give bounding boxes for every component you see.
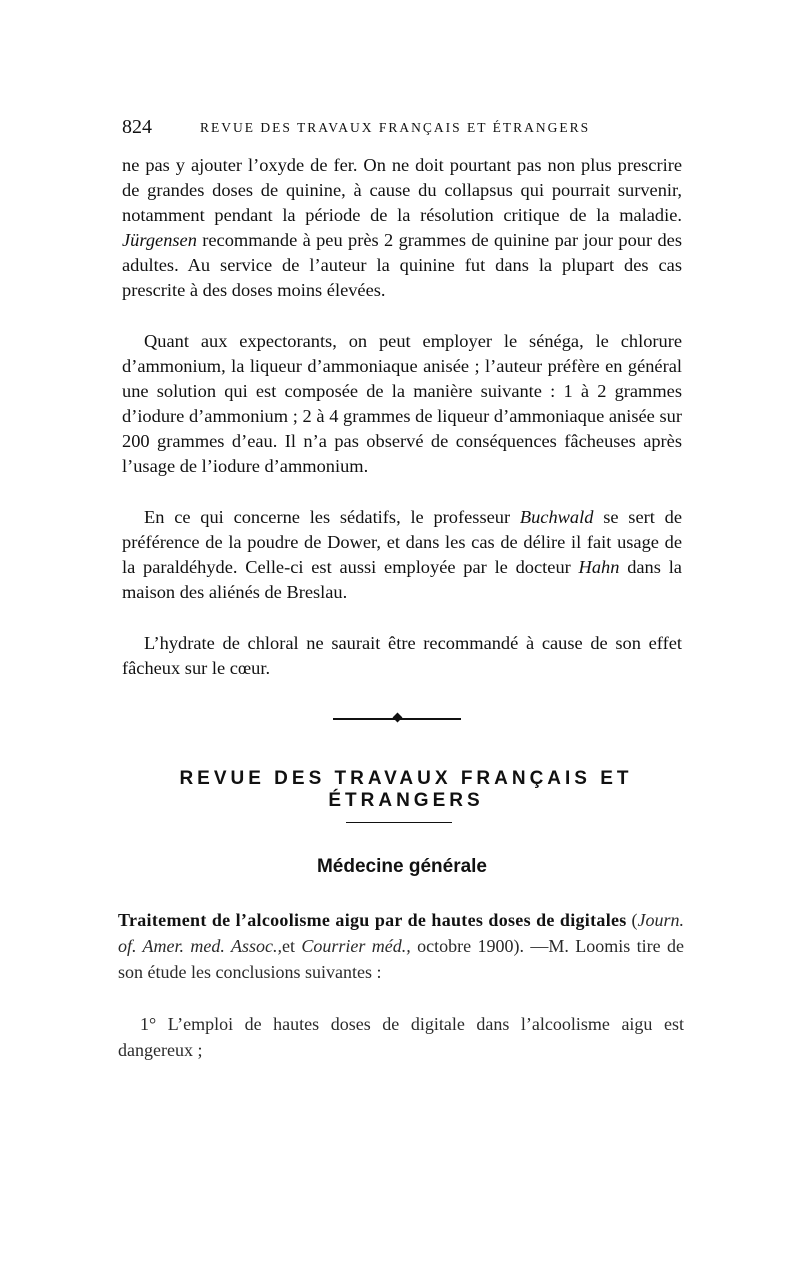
ref-separator: et bbox=[281, 936, 295, 956]
paragraph-text: ne pas y ajouter l’oxyde de fer. On ne doit pourtant pas non plus prescrire de grandes doses de quinine, à cause du collapsus qui pourrait survenir, notamment pendant la période de la résolution critique de la maladie. bbox=[122, 155, 682, 226]
section-title: REVUE DES TRAVAUX FRANÇAIS ET ÉTRANGERS bbox=[179, 768, 633, 811]
ornament-diamond bbox=[393, 713, 403, 723]
author-name: Buchwald bbox=[519, 507, 594, 527]
page-number: 824 bbox=[122, 116, 152, 138]
article-text: octobre 1900). —M. Loomis tire de son étude les conclusions suivantes : bbox=[118, 936, 685, 982]
paragraph-chloral: L’hydrate de chloral ne saurait être recommandé à cause de son effet fâcheux sur le cœur. bbox=[122, 633, 682, 679]
author-name: Hahn bbox=[578, 557, 620, 578]
journal-reference: Courrier méd., bbox=[301, 936, 411, 956]
paragraph-quinine bbox=[122, 153, 682, 304]
author-name: Jürgensen bbox=[122, 230, 197, 251]
paragraph-expectorants: Quant aux expectorants, on peut employer le sénéga, le chlorure d’ammonium, la liqueur d’ammoniaque anisée ; l’auteur préfère en général une solution qui est composée de la manière suivante : 1 à 2 grammes d’iodure d’ammonium ; 2 à 4 grammes de liqueur d’ammoniaque anisée sur 200 grammes d’eau. Il n’a pas observé de conséquences fâcheuses après l’usage de l’iodure d’ammonium. bbox=[122, 331, 682, 477]
paragraph-text: En ce qui concerne les sédatifs, le professeur bbox=[144, 507, 511, 527]
paragraph-sedatives bbox=[122, 505, 682, 605]
journal-reference: Journ. of. Amer. med. Assoc., bbox=[118, 910, 685, 956]
running-head bbox=[122, 116, 682, 138]
ref-open: ( bbox=[631, 910, 638, 930]
article-point-1: 1° L’emploi de hautes doses de digitale dans l’alcoolisme aigu est dangereux ; bbox=[118, 1014, 684, 1060]
article-title: Traitement de l’alcoolisme aigu par de hautes doses de digitales bbox=[118, 910, 627, 930]
section-divider bbox=[346, 822, 452, 823]
section-subtitle: Médecine générale bbox=[316, 856, 488, 877]
article-intro bbox=[118, 907, 684, 985]
running-title: REVUE DES TRAVAUX FRANÇAIS ET ÉTRANGERS bbox=[200, 120, 591, 135]
paragraph-text: recommande à peu près 2 grammes de quinine par jour pour des adultes. Au service de l’auteur la quinine fut dans la plupart des cas prescrite à des doses moins élevées. bbox=[122, 230, 682, 301]
paragraph-text: se sert de préférence de la poudre de Dower, et dans les cas de délire il fait usage de la paraldéhyde. Celle-ci est aussi employée par le docteur bbox=[122, 507, 682, 578]
paragraph-text: dans la maison des aliénés de Breslau. bbox=[122, 557, 682, 603]
